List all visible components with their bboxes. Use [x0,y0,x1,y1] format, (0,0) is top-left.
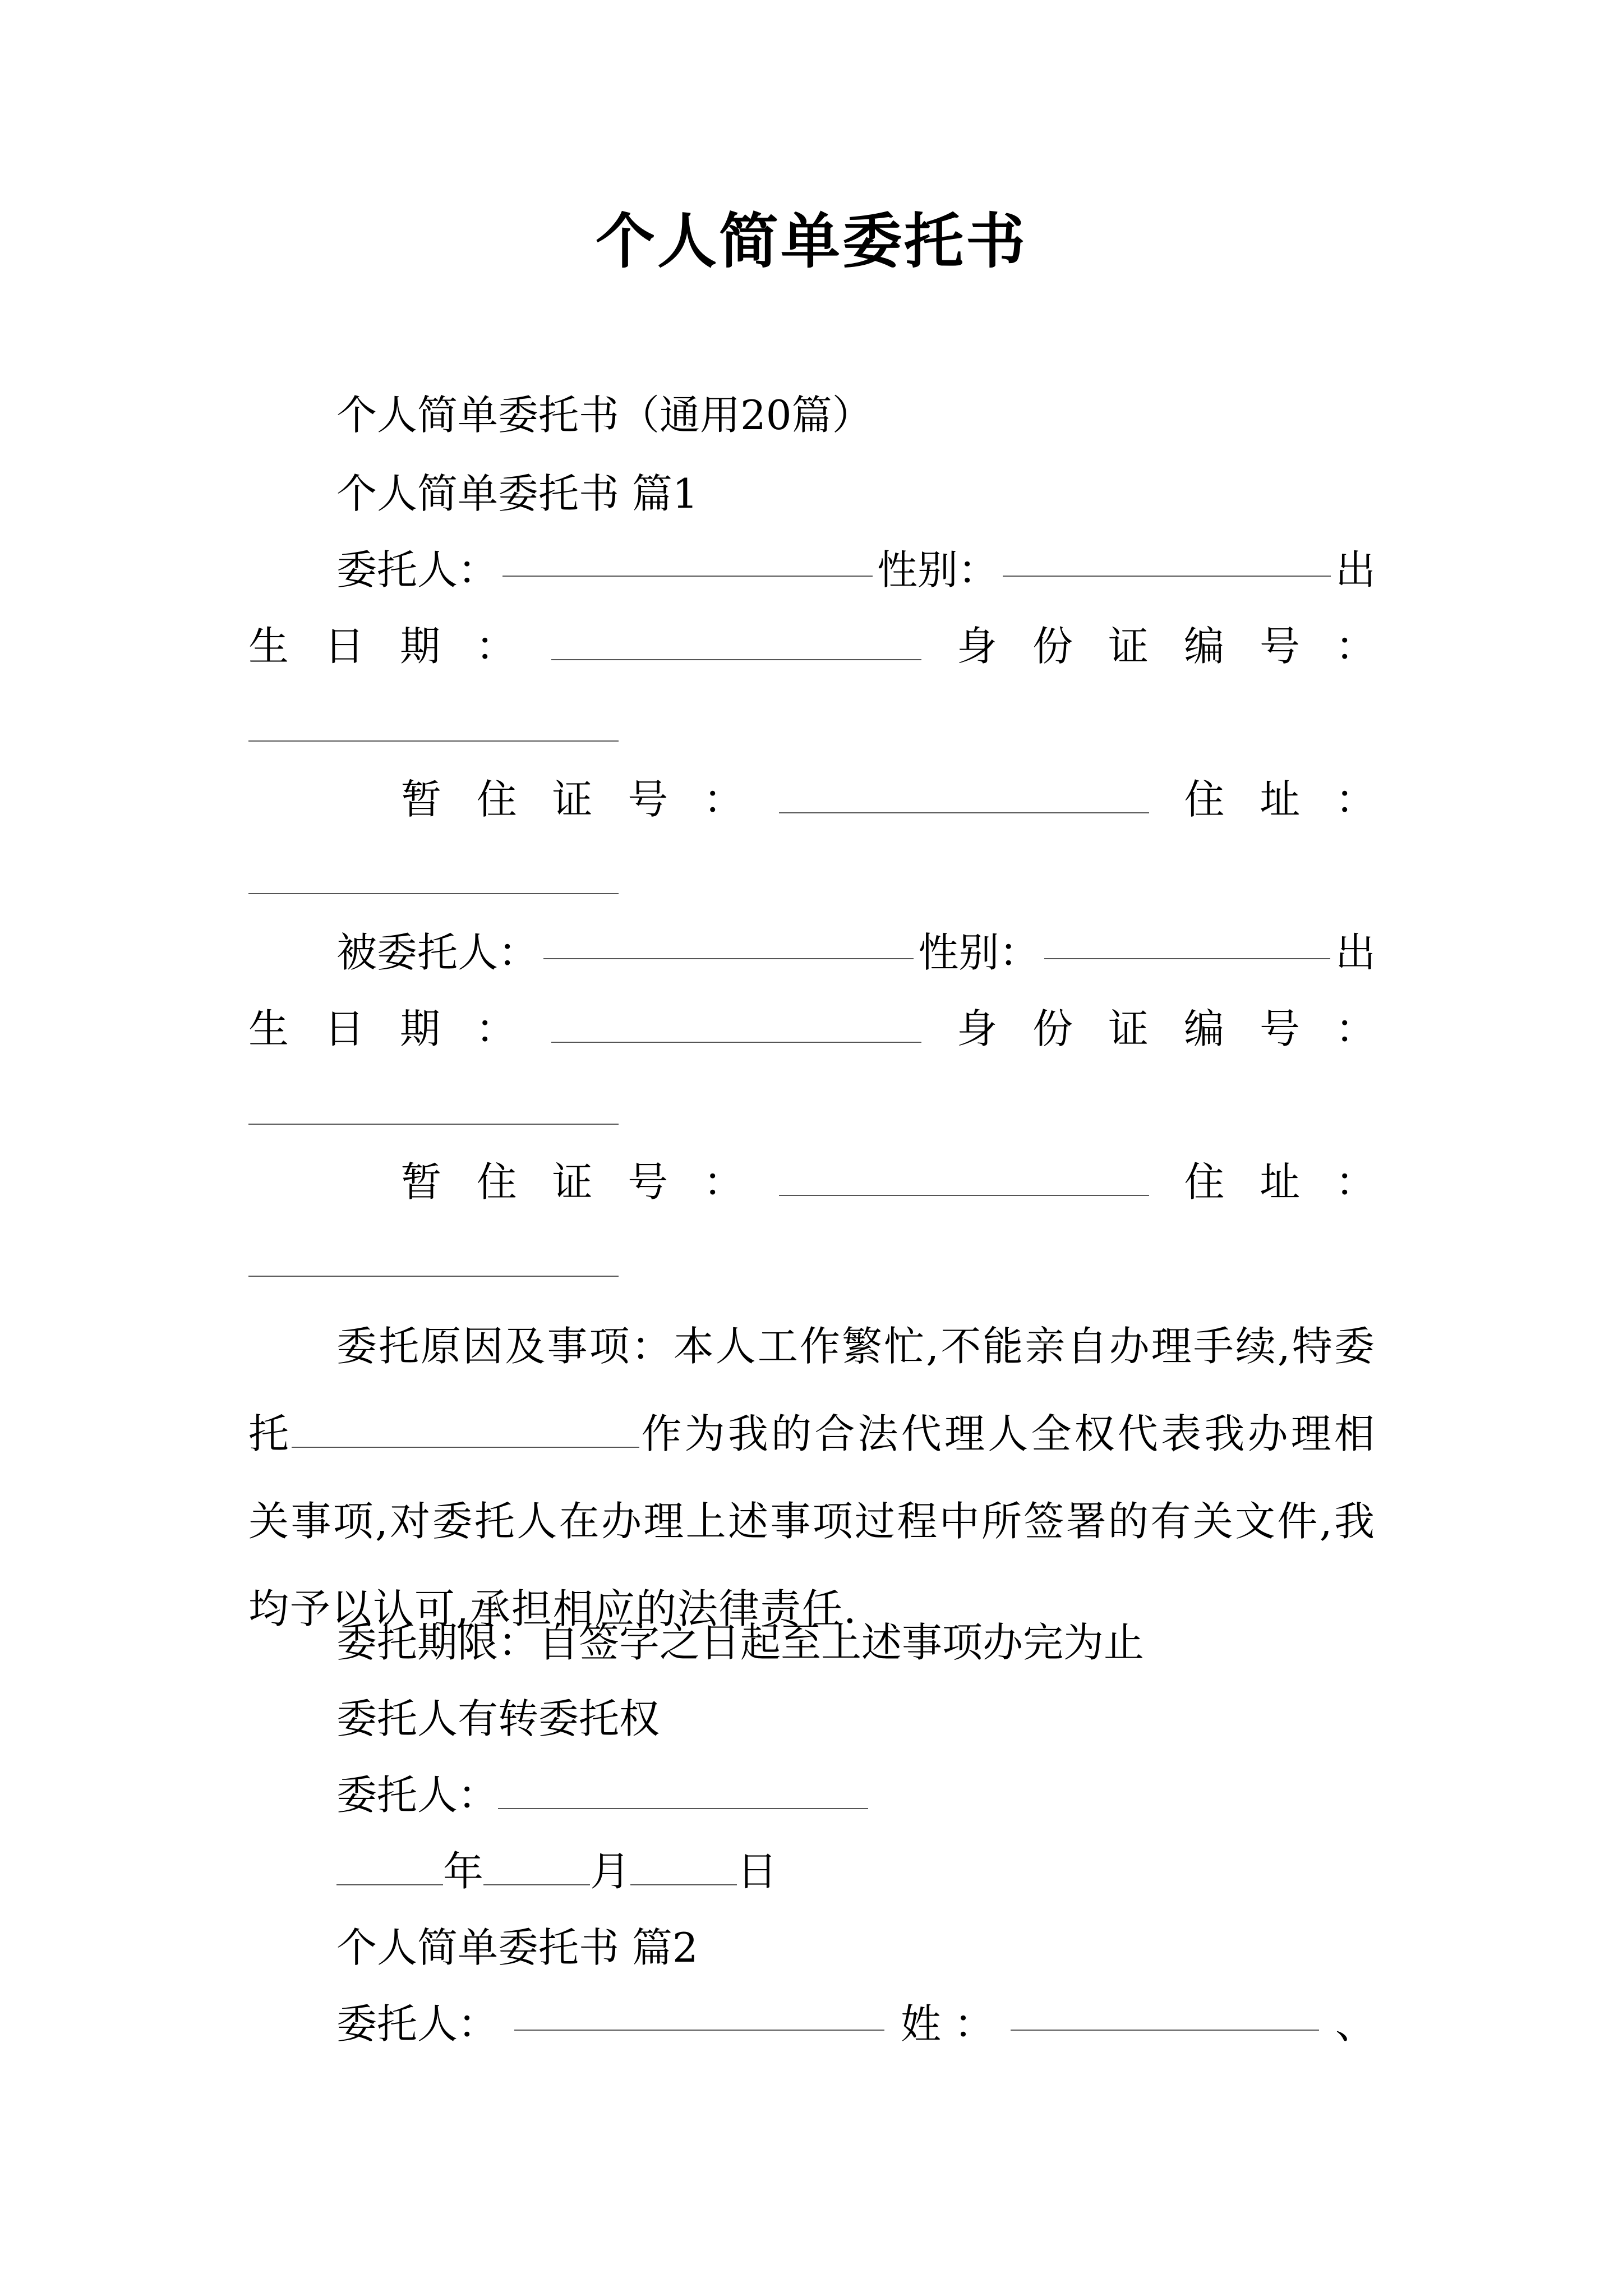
principal-label: 委托人： [336,546,499,593]
agent-temp-address-row [401,1154,1376,1210]
temp-id-char-4: 号 [628,776,668,823]
temp-id-char-3: 证 [552,776,593,823]
temp-id-char-5: ： [703,776,744,823]
section2-name-blank[interactable] [1011,1996,1319,2031]
agent-label: 被委托人： [336,929,539,976]
address-char-2: 址 [1260,776,1301,823]
agent-name-blank[interactable] [543,924,914,959]
transfer-line: 委托人有转委托权 [336,1695,660,1742]
agent-birth-id-row [248,1001,1376,1057]
section2-principal-label: 委托人： [336,2000,499,2047]
agent-id-char-5: 号 [1259,1005,1300,1052]
id-char-1: 身 [956,623,997,670]
principal-gender-label: 性别： [877,546,998,593]
agent-id-char-4: 编 [1183,1005,1224,1052]
agent-id-char-6: ： [1335,1005,1376,1052]
agent-address-char-3: ： [1335,1158,1376,1205]
month-label: 月 [590,1848,631,1895]
reason-paragraph [248,1303,1376,1653]
section2-name-label: 姓 ： [901,2000,994,2047]
principal-row [336,542,1376,598]
agent-id-char-1: 身 [956,1005,997,1052]
section2-principal-row [336,1996,1376,2052]
agent-birth-char-3: 期 [400,1005,441,1052]
date-row [336,1843,777,1899]
agent-address-char-2: 址 [1260,1158,1301,1205]
agent-temp-id-char-3: 证 [552,1158,593,1205]
principal-birth-blank[interactable] [551,625,921,660]
principal-address-blank[interactable] [248,893,619,894]
address-char-3: ： [1335,776,1376,823]
id-char-4: 编 [1183,623,1224,670]
year-blank[interactable] [336,1851,443,1885]
section2-heading: 个人简单委托书 篇2 [336,1924,698,1971]
document-subtitle: 个人简单委托书（通用20篇） [336,392,873,439]
principal-temp-address-row [401,771,1376,827]
principal-birth-char: 出 [1335,546,1376,593]
reason-text-start: 委托原因及事项：本人工作繁忙,不能亲自办理手续,特委托 [248,1323,1376,1457]
agent-name-inline-blank[interactable] [292,1413,639,1448]
id-char-6: ： [1335,623,1376,670]
document-title: 个人简单委托书 [596,206,1027,276]
term-line: 委托期限：自签字之日起至上述事项办完为止 [336,1619,1145,1666]
year-label: 年 [443,1848,484,1895]
section2-trailing-mark: 、 [1335,2000,1376,2047]
principal-temp-id-blank[interactable] [779,779,1149,813]
agent-birth-char-1: 生 [248,1005,289,1052]
agent-gender-blank[interactable] [1044,924,1330,959]
day-label: 日 [737,1848,778,1895]
agent-temp-id-char-4: 号 [628,1158,668,1205]
signature-label: 委托人： [336,1772,499,1819]
principal-gender-blank[interactable] [1003,542,1331,577]
id-char-2: 份 [1032,623,1073,670]
agent-temp-id-char-2: 住 [476,1158,517,1205]
agent-birth-blank[interactable] [551,1008,921,1043]
agent-temp-id-char-5: ： [703,1158,744,1205]
signature-blank[interactable] [498,1774,868,1809]
temp-id-char-1: 暂 [401,776,442,823]
agent-address-blank[interactable] [248,1276,619,1277]
day-blank[interactable] [630,1851,737,1885]
reason-text-end: 作为我的合法代理人全权代表我办理相关事项,对委托人在办理上述事项过程中所签署的有关文件,我均予以认可,承担相应的法律责任. [248,1410,1376,1632]
agent-id-blank[interactable] [248,1124,619,1125]
agent-address-char-1: 住 [1184,1158,1225,1205]
section1-heading: 个人简单委托书 篇1 [336,470,698,517]
month-blank[interactable] [483,1851,590,1885]
principal-name-blank[interactable] [502,542,873,577]
agent-temp-id-char-1: 暂 [401,1158,442,1205]
birth-char-4: ： [476,623,517,670]
agent-id-char-2: 份 [1032,1005,1073,1052]
section2-principal-blank[interactable] [514,1996,884,2031]
id-char-5: 号 [1259,623,1300,670]
principal-id-blank[interactable] [248,740,619,742]
principal-birth-id-row [248,618,1376,674]
birth-char-1: 生 [248,623,289,670]
birth-char-2: 日 [324,623,365,670]
birth-char-3: 期 [400,623,441,670]
agent-temp-id-blank[interactable] [779,1161,1149,1196]
agent-row [336,924,1376,981]
agent-birth-char-4: ： [476,1005,517,1052]
agent-birth-char-2: 日 [324,1005,365,1052]
agent-gender-label: 性别： [918,929,1040,976]
temp-id-char-2: 住 [476,776,517,823]
agent-id-char-3: 证 [1108,1005,1149,1052]
agent-birth-char: 出 [1335,929,1376,976]
id-char-3: 证 [1108,623,1149,670]
signature-row [336,1767,868,1823]
address-char-1: 住 [1184,776,1225,823]
